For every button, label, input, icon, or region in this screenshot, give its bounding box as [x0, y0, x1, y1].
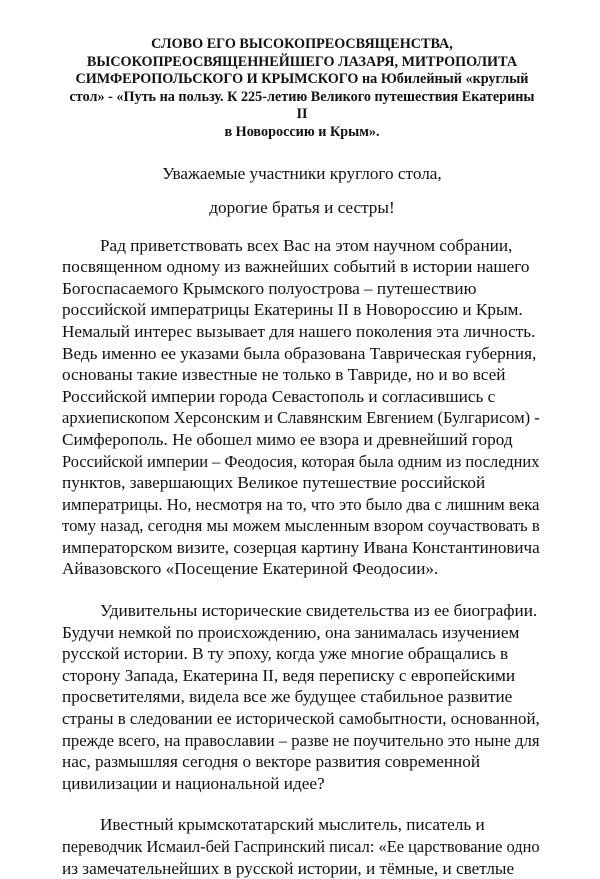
text-line: Немалый интерес вызывает для нашего поколения эта личность.: [62, 321, 536, 341]
text-line: Айвазовского «Посещение Екатериной Феодосии».: [62, 559, 439, 579]
title-line: в Новороссию и Крым».: [224, 123, 380, 140]
text-line: основаны такие известные не только в Тавриде, но и во всей: [62, 365, 506, 385]
text-line: Российской империи – Феодосия, которая была одним из последних: [62, 451, 540, 471]
paragraph-3: [62, 814, 542, 879]
title-line: стол» - «Путь на пользу. К 225-летию Великого путешествия Екатерины II: [69, 88, 535, 123]
text-line: Богоспасаемого Крымского полуострова – путешествию: [62, 278, 477, 298]
paragraph-2: [62, 600, 542, 794]
text-line: просветителями, видела все же будущее стабильное развитие: [62, 687, 513, 707]
text-line: архиепископом Херсонским и Славянским Евгением (Булгарисом) -: [62, 408, 540, 428]
text-line: императрицы. Но, несмотря на то, что это было два с лишним века: [62, 494, 540, 514]
text-line: переводчик Исмаил-бей Гаспринский писал: «Ее царствование одно: [62, 837, 540, 856]
text-line: Рад приветствовать всех Вас на этом научном собрании,: [100, 235, 513, 255]
title-line: СЛОВО ЕГО ВЫСОКОПРЕОСВЯЩЕНСТВА,: [151, 36, 453, 52]
text-line: сторону Запада, Екатерина II, ведя переписку с европейскими: [62, 665, 516, 685]
text-line: Ивестный крымскотатарский мыслитель, писатель и: [100, 815, 485, 835]
text-line: Ведь именно ее указами была образована Таврическая губерния,: [62, 343, 537, 363]
document-title: [62, 36, 542, 142]
title-line: СИМФЕРОПОЛЬСКОГО И КРЫМСКОГО на Юбилейный «круглый: [75, 71, 529, 88]
text-line: Удивительны исторические свидетельства из ее биографии.: [100, 601, 538, 621]
text-line: цивилизации и национальной идее?: [62, 773, 325, 793]
greeting-brethren: дорогие братья и сестры!: [209, 197, 395, 217]
text-line: русской истории. В ту эпоху, когда уже многие обращались в: [62, 644, 509, 664]
text-line: посвященном одному из важнейших событий в истории нашего: [62, 257, 530, 277]
paragraph-1: [62, 235, 542, 581]
title-line: ВЫСОКОПРЕОСВЯЩЕННЕЙШЕГО ЛАЗАРЯ, МИТРОПОЛИТА: [86, 53, 518, 70]
text-line: Будучи немкой по происхождению, она занималась изучением: [62, 622, 520, 642]
text-line: нас, размышляя сегодня о векторе развития современной: [62, 752, 481, 772]
text-line: российской императрицы Екатерины II в Новороссию и Крым.: [62, 300, 523, 320]
text-line: императорском визите, созерцая картину Ивана Константиновича: [62, 537, 540, 557]
text-line: страны в следовании ее исторической самобытности, основанной,: [62, 709, 540, 729]
text-line: Симферополь. Не обошел мимо ее взора и древнейший город: [62, 429, 513, 449]
greeting-participants: Уважаемые участники круглого стола,: [162, 163, 442, 183]
text-line: прежде всего, на православии – разве не поучительно это ныне для: [62, 730, 540, 750]
text-line: Российской империи города Севастополь и согласившись с: [62, 386, 496, 406]
text-line: пунктов, завершающих Великое путешествие российской: [62, 473, 486, 493]
text-line: из замечательнейших в русской истории, и тёмные, и светлые: [62, 858, 515, 878]
text-line: тому назад, сегодня мы можем мысленным взором соучаствовать в: [62, 516, 540, 536]
